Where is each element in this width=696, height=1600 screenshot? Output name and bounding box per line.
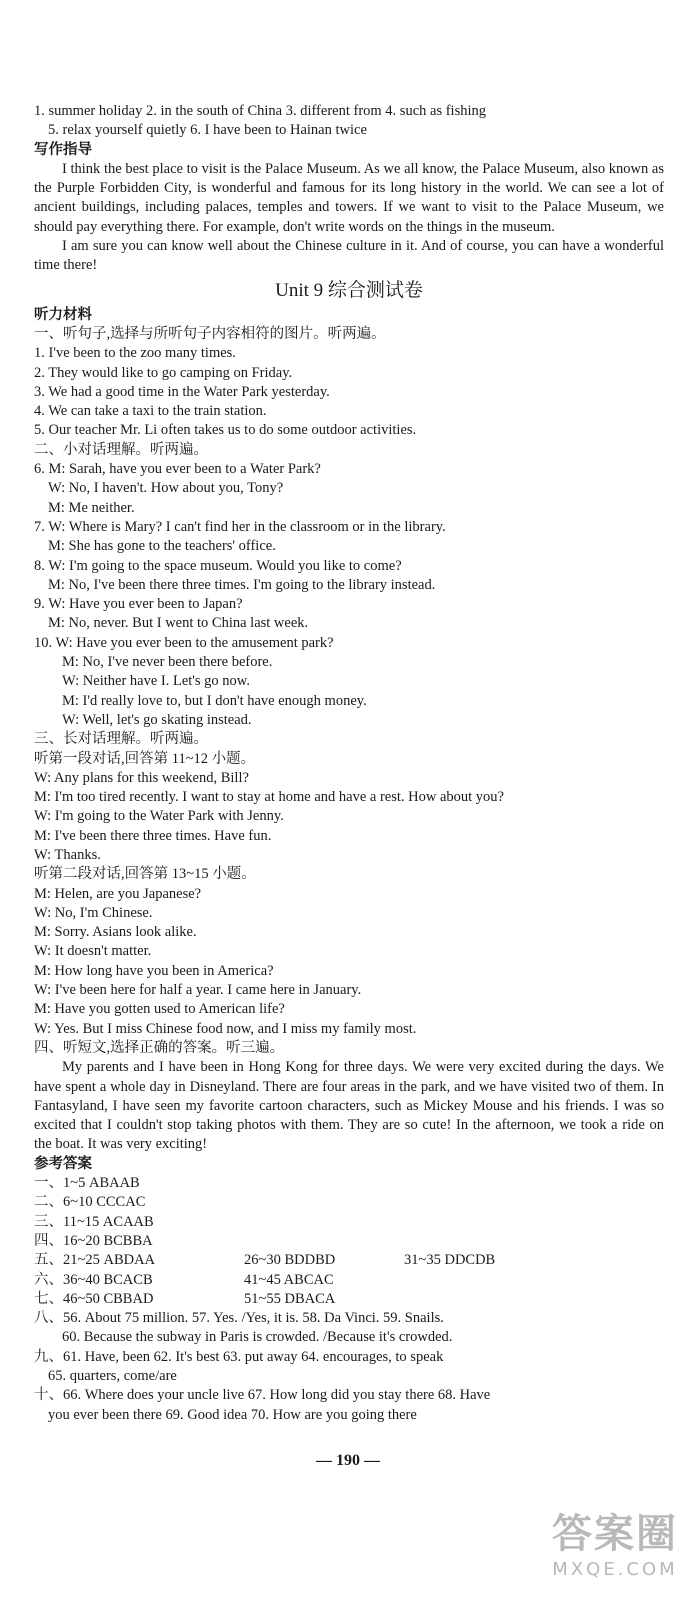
dialogue-line: M: She has gone to the teachers' office. [48,538,276,555]
answers-shi-line-2: you ever been there 69. Good idea 70. How are you going there [48,1406,417,1423]
listening-heading: 听力材料 [34,306,92,323]
section-2-title: 二、小对话理解。听两遍。 [34,441,208,458]
dialogue-line: 6. M: Sarah, have you ever been to a Water Park? [34,461,321,478]
watermark-logo [552,1502,678,1580]
answer-group: 五、21~25 ABDAA [34,1252,156,1269]
watermark-sub: MXQE.COM [552,1559,678,1580]
section-3-title: 三、长对话理解。听两遍。 [34,731,208,748]
answer-group: 七、46~50 CBBAD [34,1290,154,1307]
dialogue-line: W: No, I'm Chinese. [34,904,153,921]
answer-group: 三、11~15 ACAAB [34,1213,154,1230]
answer-row [34,1290,664,1309]
answer-group: 四、16~20 BCBBA [34,1232,153,1249]
dialogue-line: 听第一段对话,回答第 11~12 小题。 [34,750,256,767]
answer-row [34,1271,664,1290]
section-3-list [34,750,664,1039]
dialogue-line: 8. W: I'm going to the space museum. Would you like to come? [34,557,402,574]
dialogue-line: 7. W: Where is Mary? I can't find her in the classroom or in the library. [34,518,446,535]
dialogue-line: M: I'm too tired recently. I want to stay at home and have a rest. How about you? [34,789,504,806]
dialogue-line: M: How long have you been in America? [34,962,274,979]
writing-paragraph-1: I think the best place to visit is the Palace Museum. As we all know, the Palace Museum, also known as the Purple Forbidden City, is wonderful and famous for its long history in the world. We can see a lot of ancient buildings, including palaces, temples and towers. If we want to visit to the Palace Museum, we should pay everything there. For example, don't write words on the things in the museum. [34,160,664,235]
page-content [34,102,664,1425]
answer-group: 二、6~10 CCCAC [34,1194,146,1211]
dialogue-line: W: I'm going to the Water Park with Jenny. [34,808,284,825]
answers-ba-line-1: 八、56. About 75 million. 57. Yes. /Yes, it is. 58. Da Vinci. 59. Snails. [34,1310,444,1327]
dialogue-line: M: Sorry. Asians look alike. [34,924,197,941]
answer-group: 51~55 DBACA [244,1290,336,1307]
answers-jiu-line-1: 九、61. Have, been 62. It's best 63. put away 64. encourages, to speak [34,1348,444,1365]
dialogue-line: W: Neither have I. Let's go now. [62,673,250,690]
answer-row [34,1232,664,1251]
writing-heading: 写作指导 [34,141,92,158]
writing-paragraph-2: I am sure you can know well about the Chinese culture in it. And of course, you can have a wonderful time there! [34,238,664,274]
page-number: — 190 — [316,1452,380,1469]
unit-title: Unit 9 综合测试卷 [275,279,423,301]
sentence-item: 3. We had a good time in the Water Park yesterday. [34,383,330,400]
section-1-list [34,344,664,440]
answers-ba-line-2: 60. Because the subway in Paris is crowded. /Because it's crowded. [62,1329,453,1346]
sentence-item: 2. They would like to go camping on Friday. [34,364,293,381]
section-4-passage: My parents and I have been in Hong Kong for three days. We were very excited during the days. We have spent a whole day in Disneyland. There are four areas in the park, and we have visited two of them. In Fantasyland, I have seen my favorite cartoon characters, such as Mickey Mouse and his friends. I was so excited that I couldn't stop taking photos with them. They are so cute! In the afternoon, we took a ride on the boat. It was very exciting! [34,1059,664,1153]
answer-group: 26~30 BDDBD [244,1252,336,1269]
answer-row [34,1193,664,1212]
dialogue-line: M: Have you gotten used to American life? [34,1001,285,1018]
dialogue-line: M: No, I've been there three times. I'm going to the library instead. [48,576,436,593]
dialogue-line: M: No, I've never been there before. [62,654,273,671]
dialogue-line: M: Me neither. [48,499,135,516]
dialogue-line: 10. W: Have you ever been to the amusement park? [34,634,334,651]
answer-rows [34,1174,664,1309]
answer-group: 41~45 ABCAC [244,1271,334,1288]
section-4-title: 四、听短文,选择正确的答案。听三遍。 [34,1039,285,1056]
answer-row [34,1213,664,1232]
prev-answers-line-2: 5. relax yourself quietly 6. I have been to Hainan twice [48,122,367,139]
answer-row [34,1174,664,1193]
sentence-item: 1. I've been to the zoo many times. [34,345,236,362]
dialogue-line: M: I'd really love to, but I don't have enough money. [62,692,367,709]
dialogue-line: W: Thanks. [34,846,101,863]
prev-answers-line-1: 1. summer holiday 2. in the south of China 3. different from 4. such as fishing [34,103,486,119]
dialogue-line: M: I've been there three times. Have fun. [34,827,272,844]
watermark-main: 答案圈 [552,1511,678,1557]
dialogue-line: W: No, I haven't. How about you, Tony? [48,480,284,497]
dialogue-line: M: No, never. But I went to China last week. [48,615,309,632]
dialogue-line: W: I've been here for half a year. I came here in January. [34,982,362,999]
answers-heading: 参考答案 [34,1155,92,1172]
section-2-list [34,460,664,730]
dialogue-line: 听第二段对话,回答第 13~15 小题。 [34,866,256,883]
sentence-item: 4. We can take a taxi to the train station. [34,403,267,420]
dialogue-line: 9. W: Have you ever been to Japan? [34,596,243,613]
answer-group: 六、36~40 BCACB [34,1271,153,1288]
dialogue-line: W: Any plans for this weekend, Bill? [34,769,249,786]
section-1-title: 一、听句子,选择与所听句子内容相符的图片。听两遍。 [34,325,386,342]
answers-shi-line-1: 十、66. Where does your uncle live 67. How long did you stay there 68. Have [34,1387,491,1404]
dialogue-line: W: Yes. But I miss Chinese food now, and I miss my family most. [34,1020,417,1037]
answers-jiu-line-2: 65. quarters, come/are [48,1368,177,1384]
dialogue-line: W: Well, let's go skating instead. [62,711,252,728]
dialogue-line: W: It doesn't matter. [34,943,152,960]
answer-row [34,1251,664,1270]
answer-group: 31~35 DDCDB [404,1252,496,1269]
dialogue-line: M: Helen, are you Japanese? [34,885,202,902]
answer-group: 一、1~5 ABAAB [34,1175,140,1192]
sentence-item: 5. Our teacher Mr. Li often takes us to do some outdoor activities. [34,422,417,439]
